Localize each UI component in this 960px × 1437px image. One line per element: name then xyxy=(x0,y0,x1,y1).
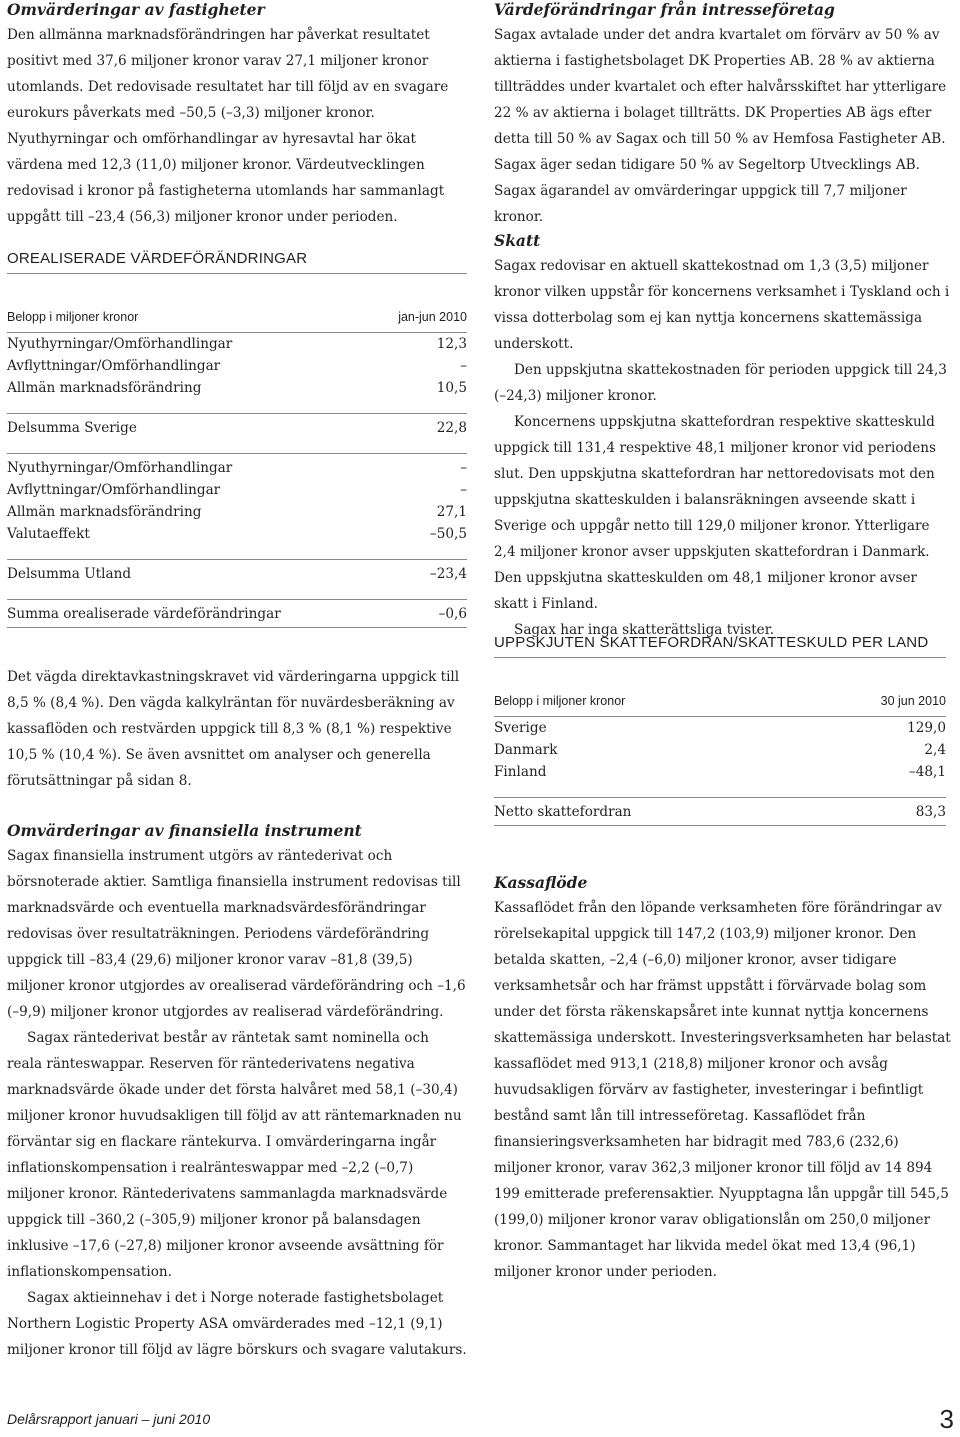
report-name: Delårsrapport januari – juni 2010 xyxy=(7,1411,211,1427)
row-label: Allmän marknadsförändring xyxy=(7,380,202,396)
table-title: OREALISERADE VÄRDEFÖRÄNDRINGAR xyxy=(7,250,467,274)
paragraph: Sagax räntederivat består av räntetak samt nominella och reala ränteswappar. Reserven för räntederivatens negativa marknadsvärde ökade under det första halvåret med 58,1 (–30,4) miljoner kronor huvudsakligen till följd av att räntemarknaden nu förväntar sig en flackare räntekurva. I omvärderingarna ingår inflationskompensation i realränteswappar med –2,2 (–0,7) miljoner kronor. Räntederivatens sammanlagda marknadsvärde uppgick till –360,2 (–305,9) miljoner kronor på balansdagen inklusive –17,6 (–27,8) miljoner kronor avseende avsättning för inflationskompensation. xyxy=(7,1030,462,1280)
paragraph: Den allmänna marknadsförändringen har påverkat resultatet positivt med 37,6 miljoner kronor varav 27,1 miljoner kronor utomlands. Det redovisade resultatet har till följd av en svagare eurokurs påverkats med –50,5 (–3,3) miljoner kronor. Nyuthyrningar och omförhandlingar av hyresavtal har ökat värdena med 12,3 (11,0) miljoner kronor. Värdeutvecklingen redovisad i kronor på fastigheterna utomlands har sammanlagt uppgått till –23,4 (56,3) miljoner kronor under perioden. xyxy=(7,27,449,225)
section-heading: Omvärderingar av finansiella instrument xyxy=(7,821,362,840)
row-value: –48,1 xyxy=(908,764,946,780)
section-skatt xyxy=(494,231,954,643)
section-kassaflode xyxy=(494,873,954,1285)
table-row xyxy=(7,479,467,501)
row-label: Allmän marknadsförändring xyxy=(7,504,202,520)
orealiserade-table-block xyxy=(7,250,467,628)
paragraph: Sagax har inga skatterättsliga tvister. xyxy=(514,622,775,638)
row-value: 129,0 xyxy=(800,717,946,740)
skatt-table xyxy=(494,690,946,826)
row-label: Nyuthyrningar/Omförhandlingar xyxy=(7,333,375,356)
row-label: Sverige xyxy=(494,717,800,740)
column-header-label: Belopp i miljoner kronor xyxy=(7,310,139,324)
paragraph: Koncernens uppskjutna skattefordran respektive skatteskuld uppgick till 131,4 respektive 48,1 miljoner kronor vid periodens slut. Den uppskjutna skattefordran har nettoredovisats mot den uppskjutna skatteskulden i balansräkningen avseende skatt i Sverige och uppgår netto till 129,0 miljoner kronor. Ytterligare 2,4 miljoner kronor avser uppskjuten skattefordran i Danmark. Den uppskjutna skatteskulden om 48,1 miljoner kronor avser skatt i Finland. xyxy=(494,414,936,612)
row-value: –23,4 xyxy=(375,560,467,586)
row-label: Valutaeffekt xyxy=(7,526,90,542)
paragraph-direktavkastning: Det vägda direktavkastningskravet vid värderingarna uppgick till 8,5 % (8,4 %). Den vägda kalkylräntan för nuvärdesberäkning av kassaflöden och restvärden uppgick till 8,3 % (8,1 %) respektive 10,5 % (10,4 %). Se även avsnittet om analyser och generella förutsättningar på sidan 8. xyxy=(7,669,460,789)
row-value: – xyxy=(460,482,467,498)
table-row xyxy=(494,739,946,761)
orealiserade-table xyxy=(7,306,467,628)
row-label: Delsumma Sverige xyxy=(7,414,375,440)
table-row xyxy=(7,355,467,377)
table-row xyxy=(7,454,467,480)
subtotal-row xyxy=(7,560,467,586)
subtotal-row xyxy=(7,414,467,440)
table-title: UPPSKJUTEN SKATTEFORDRAN/SKATTESKULD PER LAND xyxy=(494,634,946,658)
row-value: 10,5 xyxy=(436,380,467,396)
row-value: 22,8 xyxy=(375,414,467,440)
row-label: Avflyttningar/Omförhandlingar xyxy=(7,358,221,374)
section-heading: Värdeförändringar från intresseföretag xyxy=(494,0,835,19)
row-label: Nyuthyrningar/Omförhandlingar xyxy=(7,454,375,480)
total-row xyxy=(494,798,946,826)
section-omvarderingar-fastigheter xyxy=(7,0,467,230)
row-value: 12,3 xyxy=(375,333,467,356)
page-number: 3 xyxy=(939,1404,954,1434)
column-header-period: jan-jun 2010 xyxy=(398,310,467,324)
row-value: 27,1 xyxy=(436,504,467,520)
column-header-label: Belopp i miljoner kronor xyxy=(494,694,626,708)
table-row xyxy=(494,761,946,783)
column-header-period: 30 jun 2010 xyxy=(880,694,946,708)
row-value: – xyxy=(375,454,467,480)
paragraph: Kassaflödet från den löpande verksamheten före förändringar av rörelsekapital uppgick till 147,2 (103,9) miljoner kronor. Den betalda skatten, –2,4 (–6,0) miljoner kronor, avser tidigare verksamhetsår och har främst uppstått i förvärvade bolag som under det första räkenskapsåret inte kunnat nyttja koncernens skattemässiga underskott. Investeringsverksamheten har belastat kassaflödet med 913,1 (218,8) miljoner kronor och avsåg huvudsakligen förvärv av fastigheter, investeringar i befintligt bestånd samt lån till intresseföretag. Kassaflödet från finansieringsverksamheten har bidragit med 783,6 (232,6) miljoner kronor, varav 362,3 miljoner kronor till följd av 14 894 199 emitterade preferensaktier. Nyupptagna lån uppgår till 545,5 (199,0) miljoner kronor varav obligationslån om 250,0 miljoner kronor. Sammantaget har likvida medel ökat med 13,4 (96,1) miljoner kronor under perioden. xyxy=(494,900,951,1280)
table-row xyxy=(494,717,946,740)
table-row xyxy=(7,523,467,545)
row-label: Danmark xyxy=(494,742,558,758)
section-intresseforetag xyxy=(494,0,954,230)
row-value: – xyxy=(460,358,467,374)
skatt-table-block xyxy=(494,634,946,826)
paragraph: Sagax aktieinnehav i det i Norge noterade fastighetsbolaget Northern Logistic Property ASA omvärderades med –12,1 (9,1) miljoner kronor till följd av lägre börskurs och svagare valutakurs. xyxy=(7,1290,467,1358)
paragraph: Sagax redovisar en aktuell skattekostnad om 1,3 (3,5) miljoner kronor vilken uppstår för koncernens verksamhet i Tyskland och i vissa dotterbolag som ej kan nyttja koncernens skattemässiga underskott. xyxy=(494,258,950,352)
row-value: 2,4 xyxy=(924,742,946,758)
row-label: Summa orealiserade värdeförändringar xyxy=(7,600,375,628)
paragraph: Sagax finansiella instrument utgörs av räntederivat och börsnoterade aktier. Samtliga finansiella instrument redovisas till marknadsvärde och eventuella marknadsvärdesförändringar redovisas över resultaträkningen. Periodens värdeförändring uppgick till –83,4 (29,6) miljoner kronor varav –81,8 (39,5) miljoner kronor utgjordes av orealiserad värdeförändring och –1,6 (–9,9) miljoner kronor utgjordes av realiserad värdeförändring. xyxy=(7,848,466,1020)
row-value: 83,3 xyxy=(800,798,946,826)
total-row xyxy=(7,600,467,628)
section-heading: Skatt xyxy=(494,231,541,250)
section-omvarderingar-finansiella xyxy=(7,821,467,1363)
paragraph: Sagax avtalade under det andra kvartalet om förvärv av 50 % av aktierna i fastighetsbolaget DK Properties AB. 28 % av aktierna tillträddes under kvartalet och efter halvårsskiftet har ytterligare 22 % av aktierna i bolaget tillträtts. DK Properties AB ägs efter detta till 50 % av Sagax och till 50 % av Hemfosa Fastigheter AB. Sagax äger sedan tidigare 50 % av Segeltorp Utvecklings AB. Sagax ägarandel av omvärderingar uppgick till 7,7 miljoner kronor. xyxy=(494,27,947,225)
table-row xyxy=(7,377,467,399)
row-value: –0,6 xyxy=(375,600,467,628)
paragraph: Den uppskjutna skattekostnaden för perioden uppgick till 24,3 (–24,3) miljoner kronor. xyxy=(494,362,947,404)
row-value: –50,5 xyxy=(429,526,467,542)
row-label: Delsumma Utland xyxy=(7,560,375,586)
table-row xyxy=(7,333,467,356)
row-label: Avflyttningar/Omförhandlingar xyxy=(7,482,221,498)
section-heading: Kassaflöde xyxy=(494,873,588,892)
row-label: Netto skattefordran xyxy=(494,798,800,826)
table-row xyxy=(7,501,467,523)
section-heading: Omvärderingar av fastigheter xyxy=(7,0,265,19)
row-label: Finland xyxy=(494,764,547,780)
